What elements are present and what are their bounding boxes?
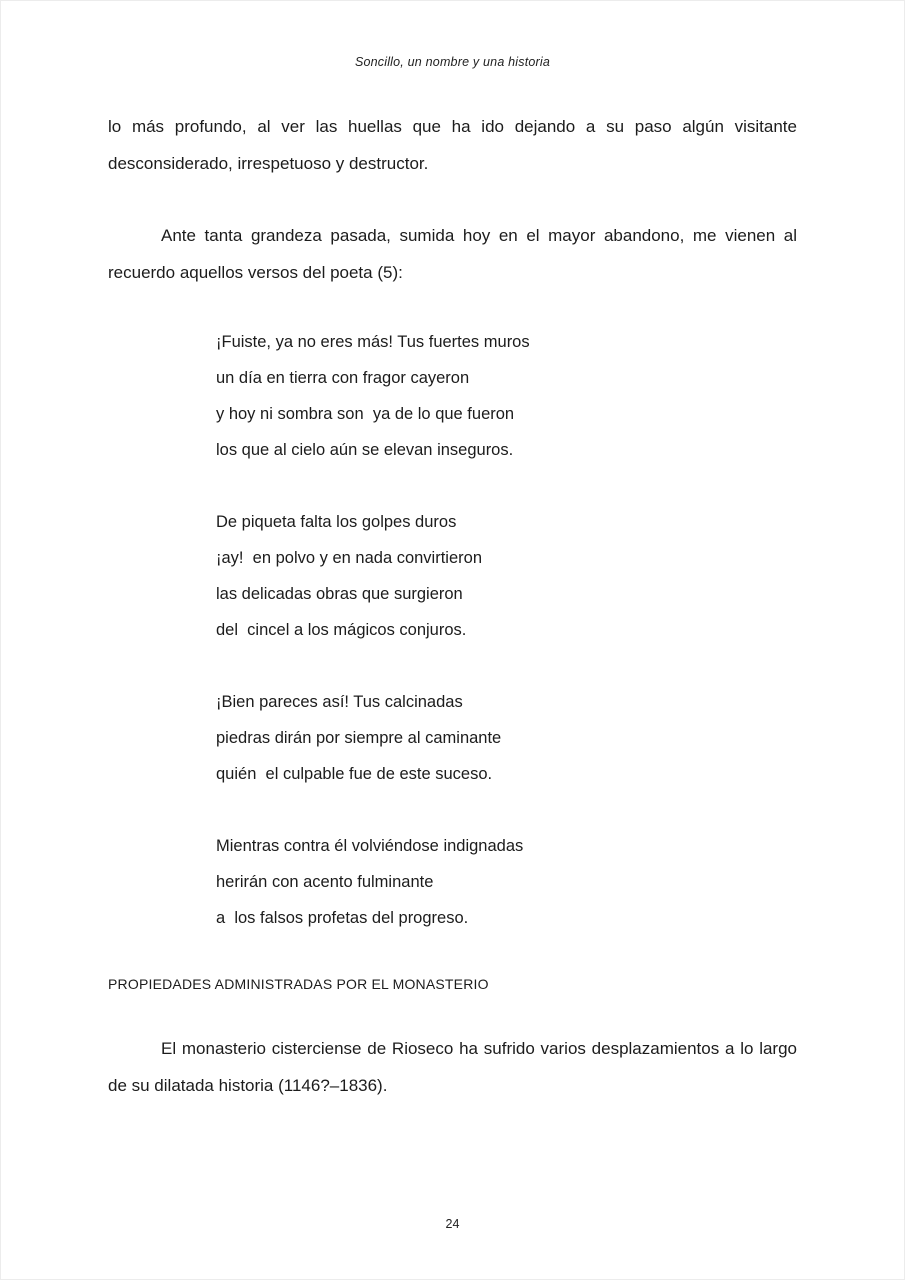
body-paragraph: lo más profundo, al ver las huellas que ha ido dejando a su paso algún visitante desconsiderado, irrespetuoso y destructor.: [108, 117, 797, 173]
poem: [216, 324, 797, 936]
page-number: 24: [445, 1217, 460, 1231]
section-heading: PROPIEDADES ADMINISTRADAS POR EL MONASTERIO: [108, 976, 489, 992]
poem-line: ¡Bien pareces así! Tus calcinadas: [216, 693, 463, 711]
poem-line: y hoy ni sombra son ya de lo que fueron: [216, 405, 515, 423]
poem-line: quién el culpable fue de este suceso.: [216, 765, 493, 783]
poem-stanza: [216, 684, 797, 792]
poem-line: los que al cielo aún se elevan inseguros.: [216, 441, 514, 459]
poem-line: ¡Fuiste, ya no eres más! Tus fuertes muros: [216, 333, 530, 351]
poem-line: un día en tierra con fragor cayeron: [216, 369, 470, 387]
poem-line: De piqueta falta los golpes duros: [216, 513, 457, 531]
poem-line: herirán con acento fulminante: [216, 873, 434, 891]
poem-line: ¡ay! en polvo y en nada convirtieron: [216, 549, 482, 567]
poem-stanza: [216, 504, 797, 648]
poem-line: piedras dirán por siempre al caminante: [216, 729, 502, 747]
body-paragraph: El monasterio cisterciense de Rioseco ha sufrido varios desplazamientos a lo largo de su dilatada historia (1146?–1836).: [108, 1039, 797, 1095]
poem-line: del cincel a los mágicos conjuros.: [216, 621, 467, 639]
running-header: Soncillo, un nombre y una historia: [354, 55, 551, 69]
page-body: [108, 108, 797, 1104]
poem-stanza: [216, 828, 797, 936]
poem-line: Mientras contra él volviéndose indignadas: [216, 837, 524, 855]
body-paragraph: Ante tanta grandeza pasada, sumida hoy en el mayor abandono, me vienen al recuerdo aquellos versos del poeta (5):: [108, 226, 797, 282]
poem-stanza: [216, 324, 797, 468]
poem-line: las delicadas obras que surgieron: [216, 585, 463, 603]
poem-line: a los falsos profetas del progreso.: [216, 909, 469, 927]
